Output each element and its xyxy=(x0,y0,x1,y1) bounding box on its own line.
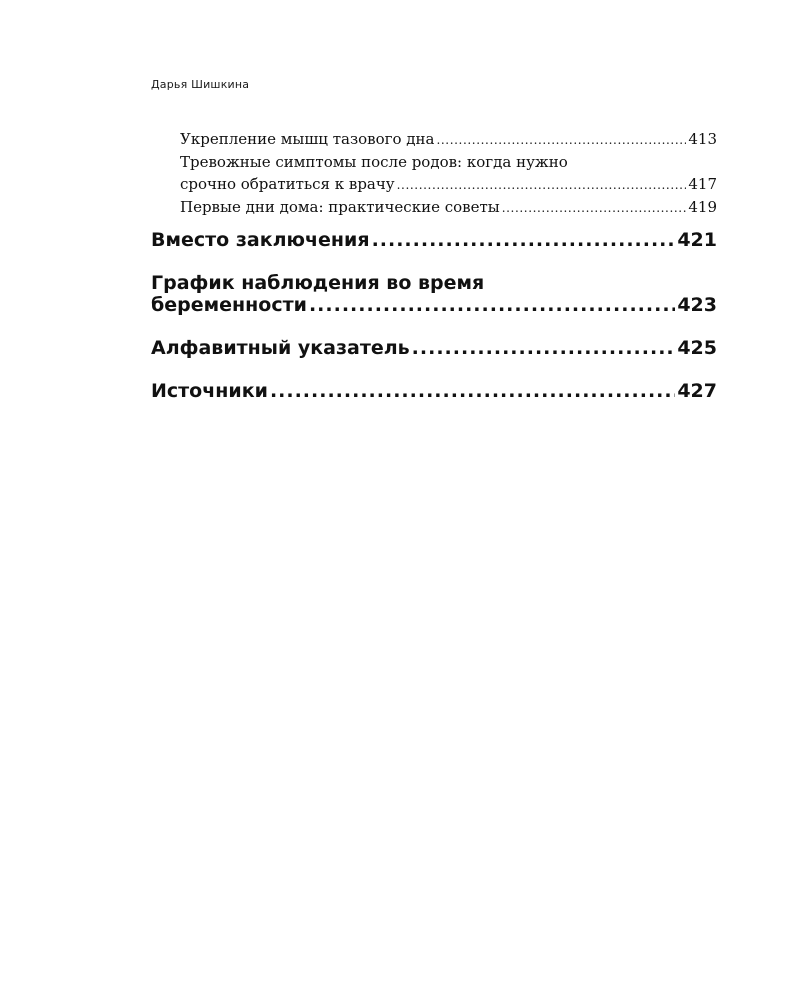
toc-subentry xyxy=(180,196,717,219)
toc-chapter-title: Источники xyxy=(151,380,268,402)
toc-subentry xyxy=(180,173,717,196)
toc-page-number: 423 xyxy=(677,294,717,316)
toc-leader-dots xyxy=(397,174,687,196)
toc-subentry xyxy=(180,128,717,151)
running-header-author: Дарья Шишкина xyxy=(151,78,250,91)
table-of-contents xyxy=(151,128,717,402)
toc-leader-dots xyxy=(502,197,687,219)
toc-page-number: 427 xyxy=(677,380,717,402)
toc-chapter-entry xyxy=(151,229,717,251)
toc-chapter-entry xyxy=(151,294,717,316)
toc-leader-dots xyxy=(436,129,686,151)
toc-page-number: 419 xyxy=(688,198,717,216)
toc-chapter-entry xyxy=(151,380,717,402)
toc-leader-dots xyxy=(309,294,675,316)
toc-chapter-title-line: График наблюдения во время xyxy=(151,272,485,294)
toc-entry-title: срочно обратиться к врачу xyxy=(180,175,395,193)
toc-entry-title: Укрепление мышц тазового дна xyxy=(180,130,435,148)
toc-chapter-title: Алфавитный указатель xyxy=(151,337,410,359)
toc-chapter-title: беременности xyxy=(151,294,307,316)
toc-page-number: 421 xyxy=(677,229,717,251)
toc-leader-dots xyxy=(372,229,676,251)
toc-entry-title-line: Тревожные симптомы после родов: когда нужно xyxy=(180,153,568,171)
toc-page-number: 417 xyxy=(688,175,717,193)
toc-page-number: 425 xyxy=(677,337,717,359)
toc-leader-dots xyxy=(270,380,675,402)
toc-entry-title: Первые дни дома: практические советы xyxy=(180,198,500,216)
toc-chapter-title: Вместо заключения xyxy=(151,229,370,251)
toc-chapter-entry xyxy=(151,337,717,359)
toc-page-number: 413 xyxy=(688,130,717,148)
toc-leader-dots xyxy=(412,337,676,359)
